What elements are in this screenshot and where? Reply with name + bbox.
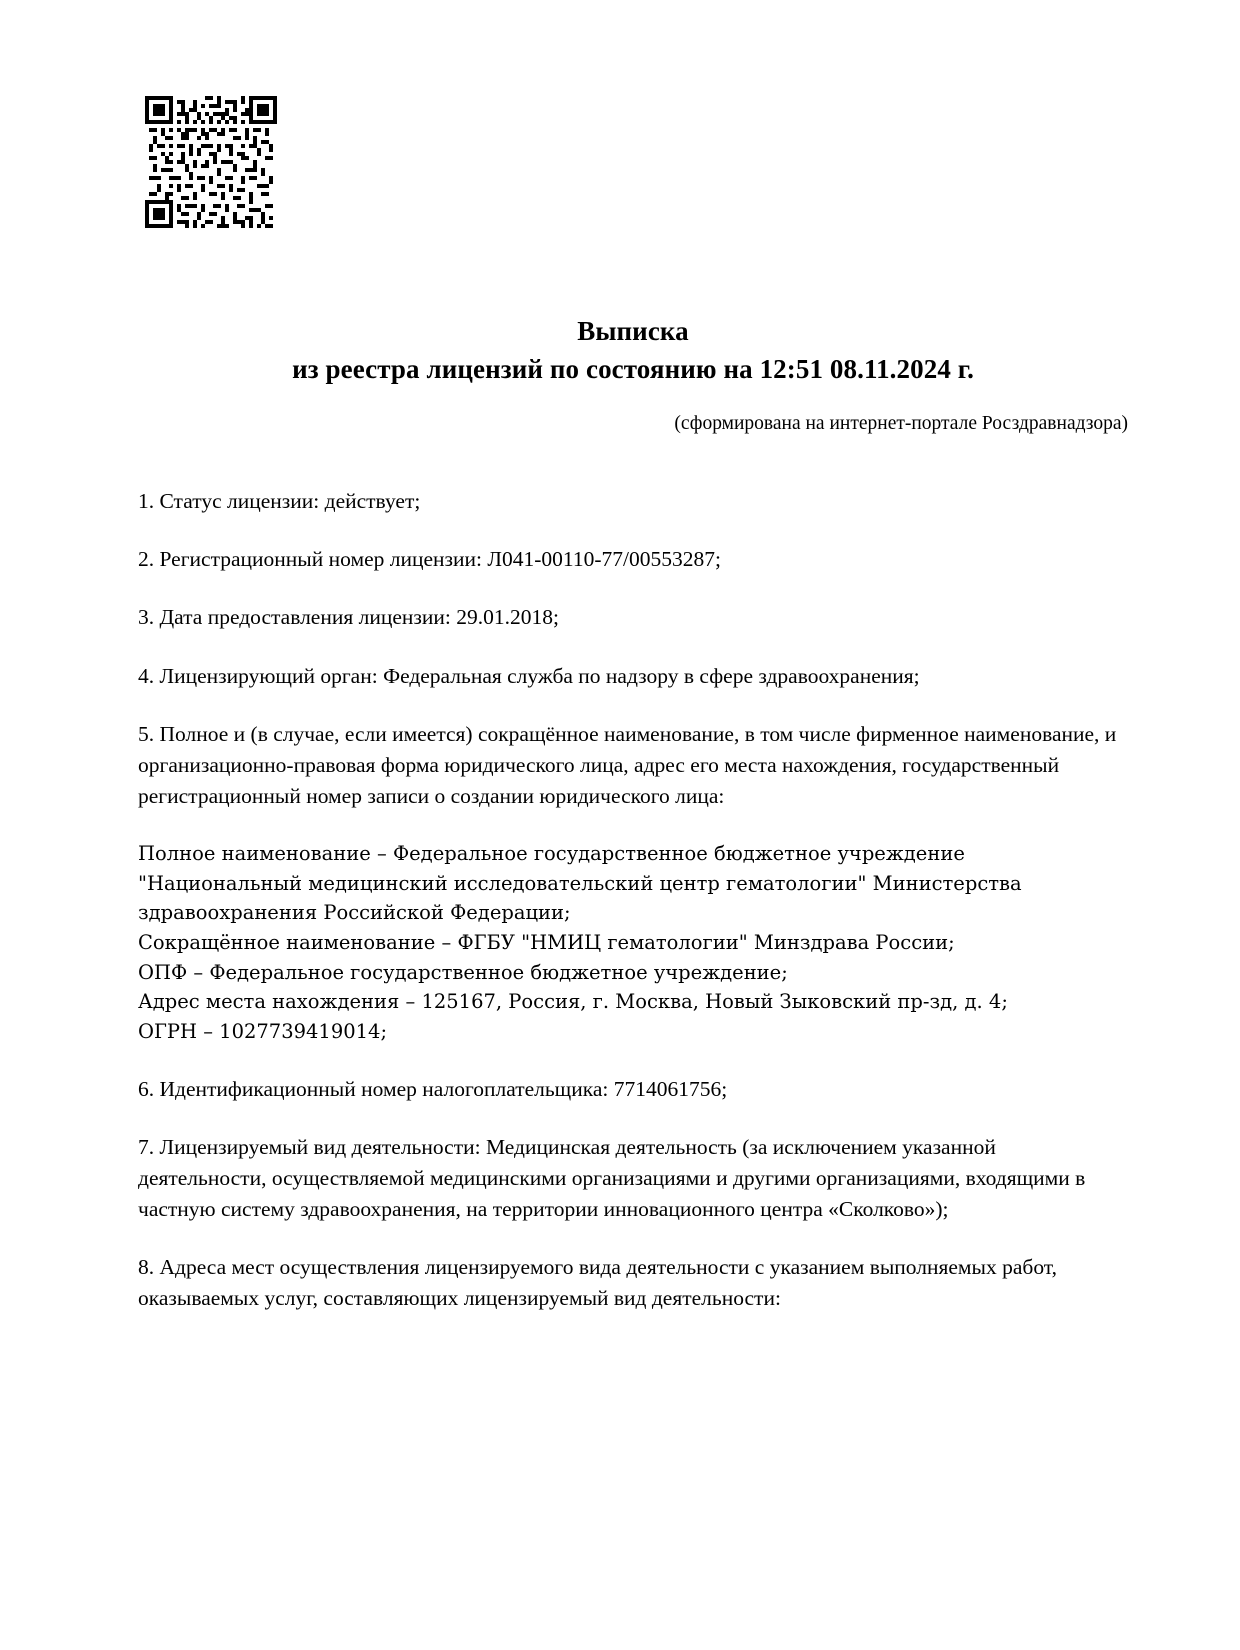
document-content	[138, 300, 1128, 1315]
document-body	[138, 486, 1128, 1315]
item-4-licensing-authority: 4. Лицензирующий орган: Федеральная служба по надзору в сфере здравоохранения;	[138, 663, 920, 688]
item-6-taxpayer-number: 6. Идентификационный номер налогоплательщика: 7714061756;	[138, 1076, 728, 1101]
entity-short-name: Сокращённое наименование – ФГБУ "НМИЦ гематологии" Минздрава России;	[138, 931, 955, 955]
entity-legal-form: ОПФ – Федеральное государственное бюджетное учреждение;	[138, 960, 788, 984]
entity-full-name: Полное наименование – Федеральное государственное бюджетное учреждение "Национальный медицинский исследовательский центр гематологии" Министерства здравоохранения Российской Федерации;	[138, 842, 1022, 925]
entity-details	[138, 839, 1128, 1046]
entity-address: Адрес места нахождения – 125167, Россия, г. Москва, Новый Зыковский пр-зд, д. 4;	[138, 990, 1008, 1014]
page-title	[138, 300, 1128, 389]
title-line-2: из реестра лицензий по состоянию на 12:51 08.11.2024 г.	[292, 354, 974, 385]
entity-ogrn: ОГРН – 1027739419014;	[138, 1019, 388, 1043]
item-1-license-status: 1. Статус лицензии: действует;	[138, 489, 421, 513]
title-line-1: Выписка	[577, 316, 689, 346]
item-5-entity-names-heading: 5. Полное и (в случае, если имеется) сокращённое наименование, в том числе фирменное наименование, и организационно-правовая форма юридического лица, адрес его места нахождения, государственный регистрационный номер записи о создании юридического лица:	[138, 721, 1117, 809]
item-8-activity-addresses: 8. Адреса мест осуществления лицензируемого вида деятельности с указанием выполняемых работ, оказываемых услуг, составляющих лицензируемый вид деятельности:	[138, 1255, 1057, 1311]
item-2-registration-number: 2. Регистрационный номер лицензии: Л041-00110-77/00553287;	[138, 547, 721, 572]
qr-code-icon	[145, 95, 277, 229]
document-subtitle: (сформирована на интернет-портале Росздравнадзора)	[674, 412, 1128, 434]
item-3-issue-date: 3. Дата предоставления лицензии: 29.01.2018;	[138, 605, 559, 630]
item-7-licensed-activity: 7. Лицензируемый вид деятельности: Медицинская деятельность (за исключением указанной деятельности, осуществляемой медицинскими организациями и другими организациями, входящими в частную систему здравоохранения, на территории инновационного центра «Сколково»);	[138, 1134, 1086, 1222]
